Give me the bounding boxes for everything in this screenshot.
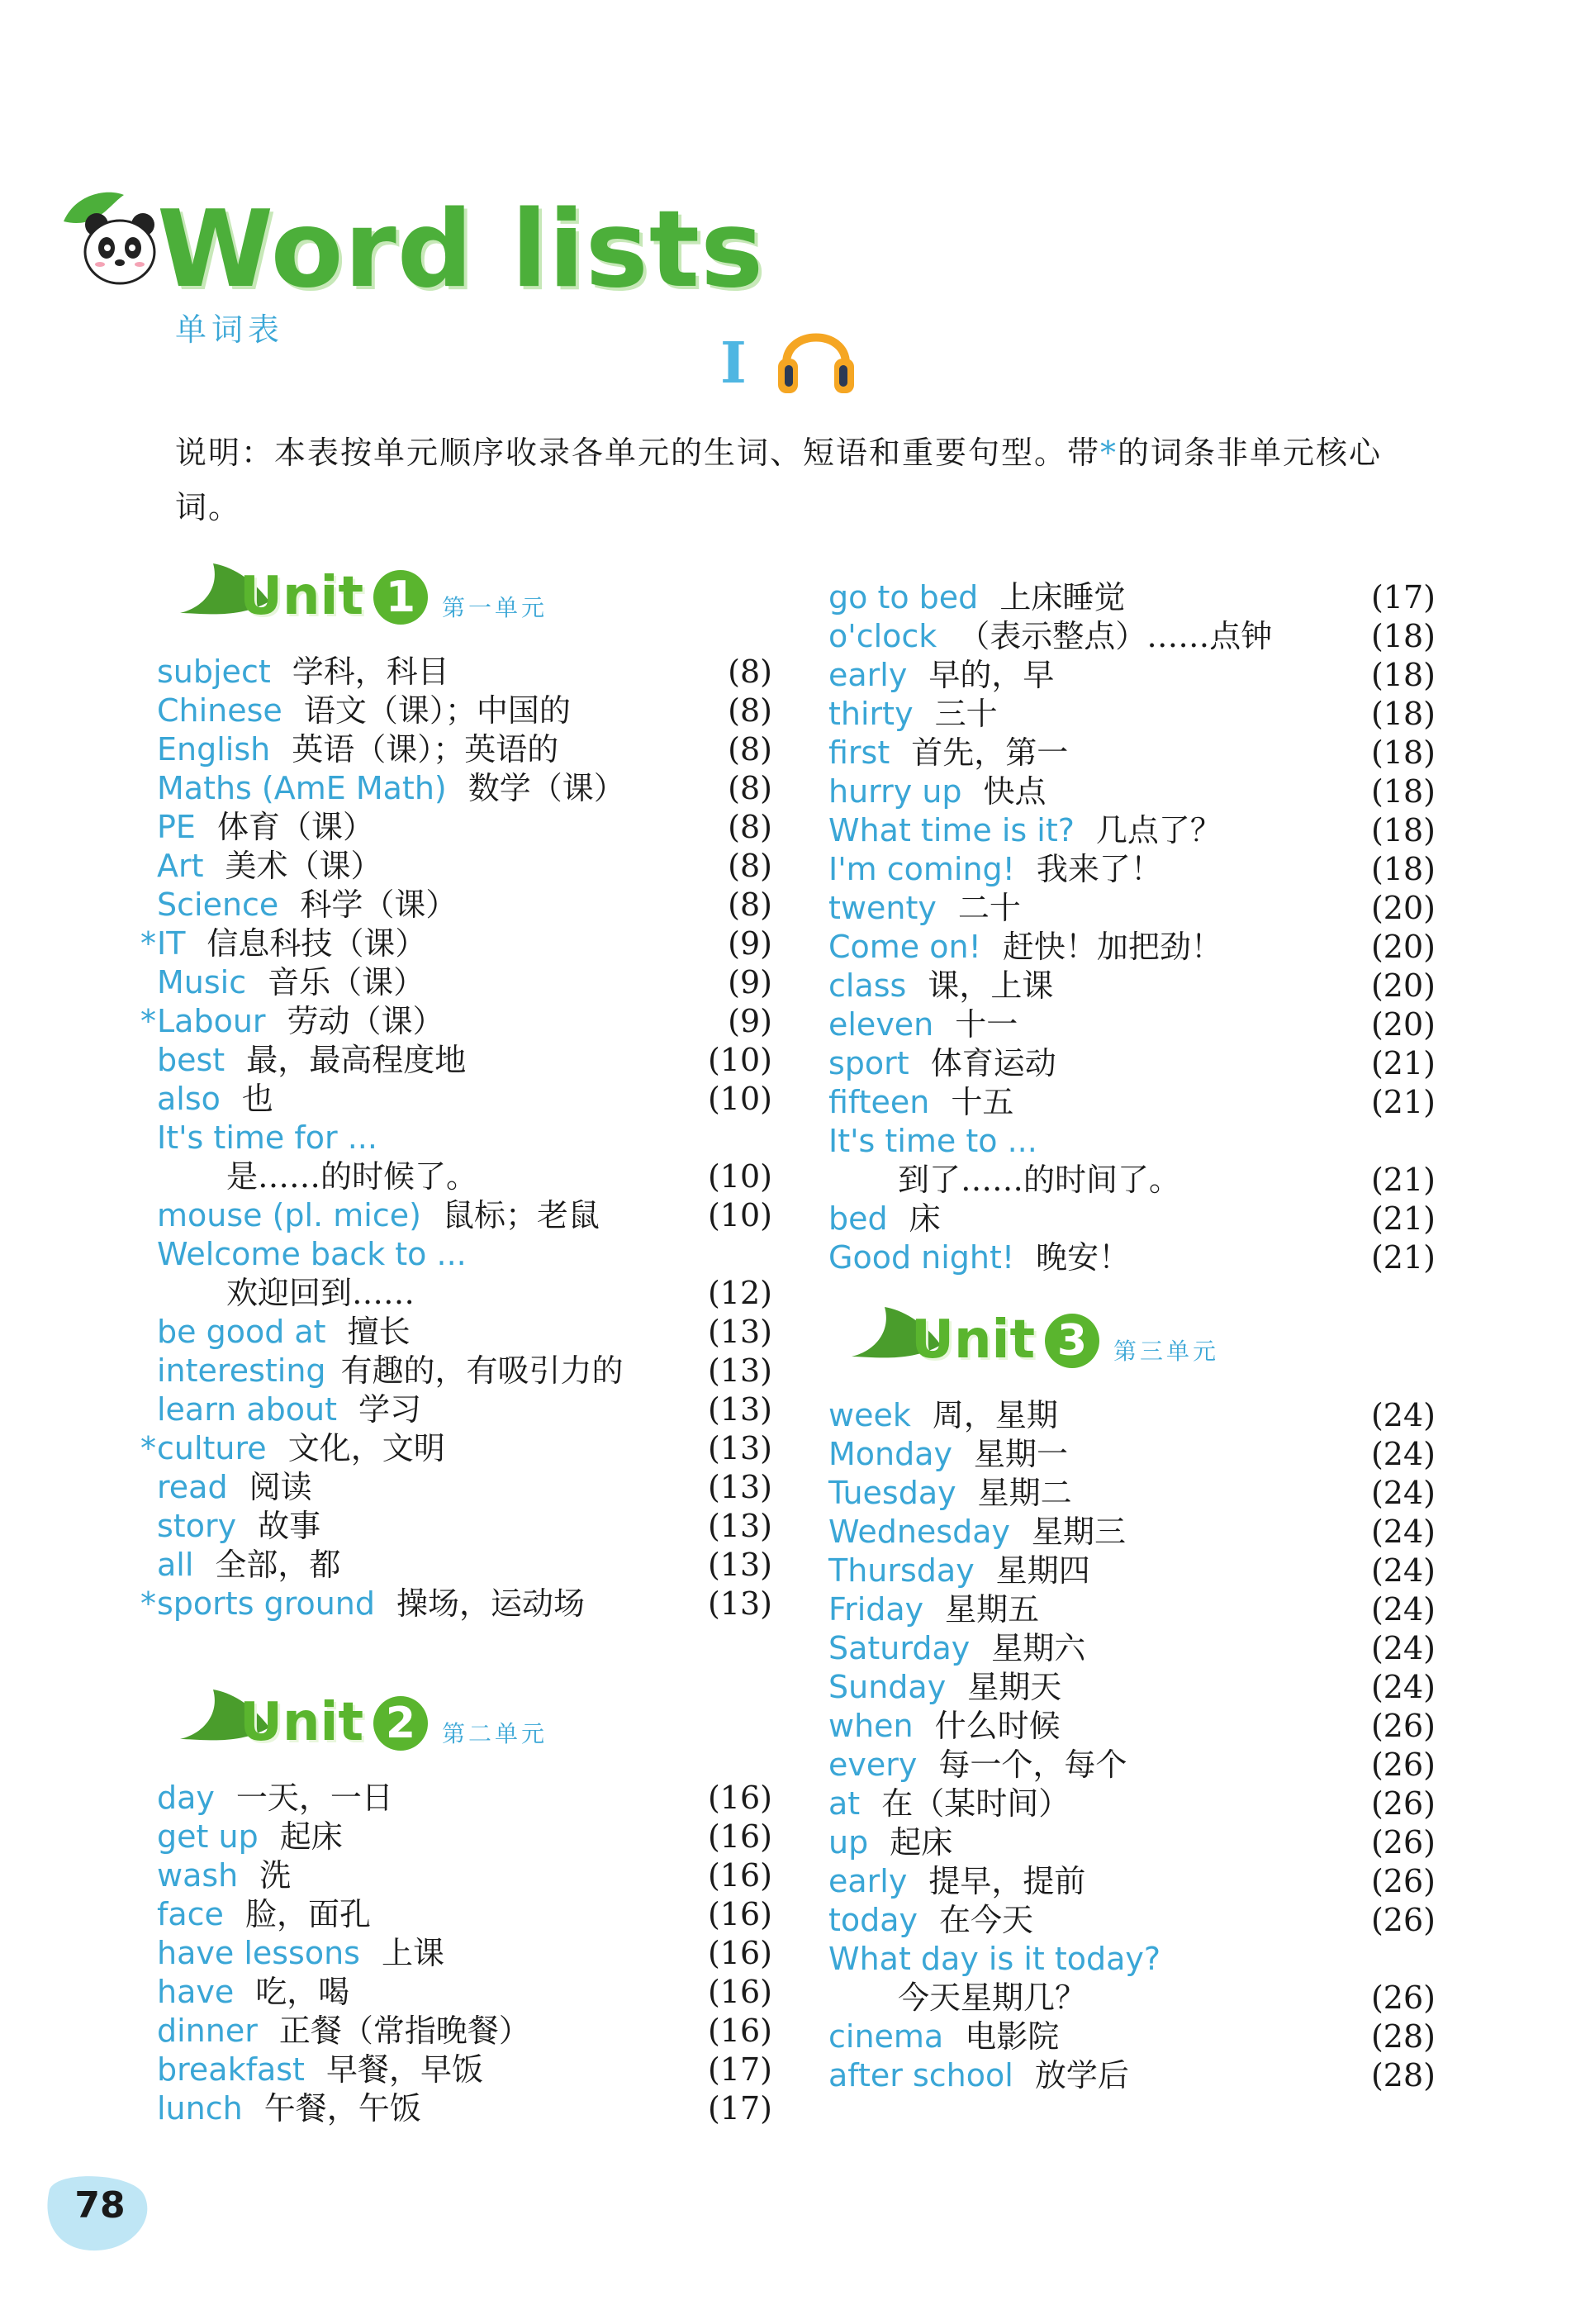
note-star: *: [1100, 435, 1118, 471]
instructions-note: [175, 425, 1431, 535]
grade-numeral: I: [720, 330, 747, 397]
list-item: twenty 二十 (20): [828, 890, 1436, 926]
unit-1-entries: [140, 653, 772, 1623]
list-item: subject 学科，科目 (8): [157, 653, 772, 690]
list-item: every 每一个，每个 (26): [828, 1747, 1436, 1783]
list-item: face 脸，面孔 (16): [157, 1896, 772, 1932]
list-item: all 全部，都 (13): [157, 1547, 772, 1583]
list-item: 欢迎回到…… (12): [226, 1275, 772, 1311]
list-item: read 阅读 (13): [157, 1469, 772, 1505]
headphones-icon: [775, 312, 857, 403]
unit-2-entries-right: [828, 578, 1436, 1277]
list-item: What time is it? 几点了？ (18): [828, 812, 1436, 848]
list-item: go to bed 上床睡觉 (17): [828, 579, 1436, 615]
list-item: have 吃，喝 (16): [157, 1974, 772, 2010]
list-item: best 最，最高程度地 (10): [157, 1042, 772, 1078]
list-item: Friday 星期五 (24): [828, 1591, 1436, 1628]
list-item: Tuesday 星期二 (24): [828, 1475, 1436, 1511]
list-item: * culture 文化，文明 (13): [140, 1430, 772, 1466]
unit-header-1: [157, 554, 772, 653]
list-item: get up 起床 (16): [157, 1818, 772, 1855]
list-item: story 故事 (13): [157, 1508, 772, 1544]
list-item: sport 体育运动 (21): [828, 1045, 1436, 1081]
list-item: Come on! 赶快！加把劲！ (20): [828, 929, 1436, 965]
list-item: early 提早，提前 (26): [828, 1863, 1436, 1899]
list-item: when 什么时候 (26): [828, 1708, 1436, 1744]
list-item: Wednesday 星期三 (24): [828, 1514, 1436, 1550]
list-item: today 在今天 (26): [828, 1902, 1436, 1938]
list-item: fifteen 十五 (21): [828, 1084, 1436, 1120]
page-title: Word lists: [157, 188, 765, 311]
list-item: breakfast 早餐，早饭 (17): [157, 2051, 772, 2088]
list-item: Chinese 语文（课）；中国的 (8): [157, 692, 772, 729]
list-item: mouse (pl. mice) 鼠标；老鼠 (10): [157, 1197, 772, 1233]
list-item: first 首先，第一 (18): [828, 734, 1436, 771]
list-item: learn about 学习 (13): [157, 1391, 772, 1428]
list-item: dinner 正餐（常指晚餐） (16): [157, 2013, 772, 2049]
list-item: wash 洗 (16): [157, 1857, 772, 1894]
unit-number: 3: [1045, 1314, 1099, 1368]
list-item: Good night! 晚安！ (21): [828, 1239, 1436, 1276]
unit-cn-label: 第三单元: [1113, 1338, 1220, 1365]
list-item: Welcome back to ...: [157, 1236, 467, 1272]
list-item: day 一天，一日 (16): [157, 1780, 772, 1816]
list-item: after school 放学后 (28): [828, 2057, 1436, 2094]
note-text: 说明：本表按单元顺序收录各单元的生词、短语和重要句型。带: [175, 435, 1101, 471]
unit-2-entries-left: [157, 1779, 772, 2128]
list-item: cinema 电影院 (28): [828, 2018, 1436, 2055]
list-item: Saturday 星期六 (24): [828, 1630, 1436, 1666]
list-item: I'm coming! 我来了！ (18): [828, 851, 1436, 887]
unit-number: 1: [373, 570, 428, 625]
list-item: Science 科学（课） (8): [157, 886, 772, 923]
right-column: [828, 578, 1436, 2095]
list-item: English 英语（课）；英语的 (8): [157, 731, 772, 768]
list-item: thirty 三十 (18): [828, 696, 1436, 732]
list-item: Maths (AmE Math) 数学（课） (8): [157, 770, 772, 806]
unit-number: 2: [373, 1696, 428, 1751]
list-item: Music 音乐（课） (9): [157, 964, 772, 1000]
list-item: 今天星期几？ (26): [898, 1979, 1436, 2016]
list-item: o'clock （表示整点）……点钟 (18): [828, 618, 1436, 654]
list-item: 到了……的时间了。 (21): [898, 1162, 1436, 1198]
list-item: week 周，星期 (24): [828, 1397, 1436, 1433]
list-item: It's time to ...: [828, 1123, 1037, 1159]
list-item: lunch 午餐，午饭 (17): [157, 2090, 772, 2127]
list-item: PE 体育（课） (8): [157, 809, 772, 845]
unit-label: Unit: [240, 1692, 364, 1753]
list-item: up 起床 (26): [828, 1824, 1436, 1861]
list-item: interesting 有趣的，有吸引力的 (13): [157, 1352, 772, 1389]
list-item: be good at 擅长 (13): [157, 1314, 772, 1350]
list-item: class 课，上课 (20): [828, 967, 1436, 1004]
list-item: eleven 十一 (20): [828, 1006, 1436, 1043]
page-subtitle: 单词表: [175, 311, 285, 348]
left-column: [140, 554, 772, 2128]
list-item: Thursday 星期四 (24): [828, 1552, 1436, 1589]
page-number: 78: [74, 2184, 126, 2227]
list-item: * sports ground 操场，运动场 (13): [140, 1585, 772, 1622]
list-item: bed 床 (21): [828, 1200, 1436, 1237]
list-item: also 也 (10): [157, 1081, 772, 1117]
panda-icon: [78, 207, 161, 289]
list-item: hurry up 快点 (18): [828, 773, 1436, 810]
list-item: have lessons 上课 (16): [157, 1935, 772, 1971]
unit-label: Unit: [911, 1309, 1036, 1371]
unit-label: Unit: [240, 566, 364, 627]
list-item: 是……的时候了。 (10): [226, 1158, 772, 1195]
list-item: It's time for ...: [157, 1119, 377, 1156]
list-item: Art 美术（课） (8): [157, 848, 772, 884]
list-item: Monday 星期一 (24): [828, 1436, 1436, 1472]
list-item: What day is it today?: [828, 1941, 1161, 1977]
list-item: Sunday 星期天 (24): [828, 1669, 1436, 1705]
unit-cn-label: 第一单元: [442, 594, 548, 621]
list-item: * IT 信息科技（课） (9): [140, 925, 772, 962]
list-item: at 在（某时间） (26): [828, 1785, 1436, 1822]
unit-header-3: [828, 1297, 1436, 1396]
list-item: early 早的，早 (18): [828, 657, 1436, 693]
note-text-end: 的词条非单元核心词。: [175, 435, 1383, 525]
list-item: * Labour 劳动（课） (9): [140, 1003, 772, 1039]
unit-header-2: [157, 1680, 772, 1779]
unit-3-entries: [828, 1396, 1436, 2095]
unit-cn-label: 第二单元: [442, 1720, 548, 1747]
